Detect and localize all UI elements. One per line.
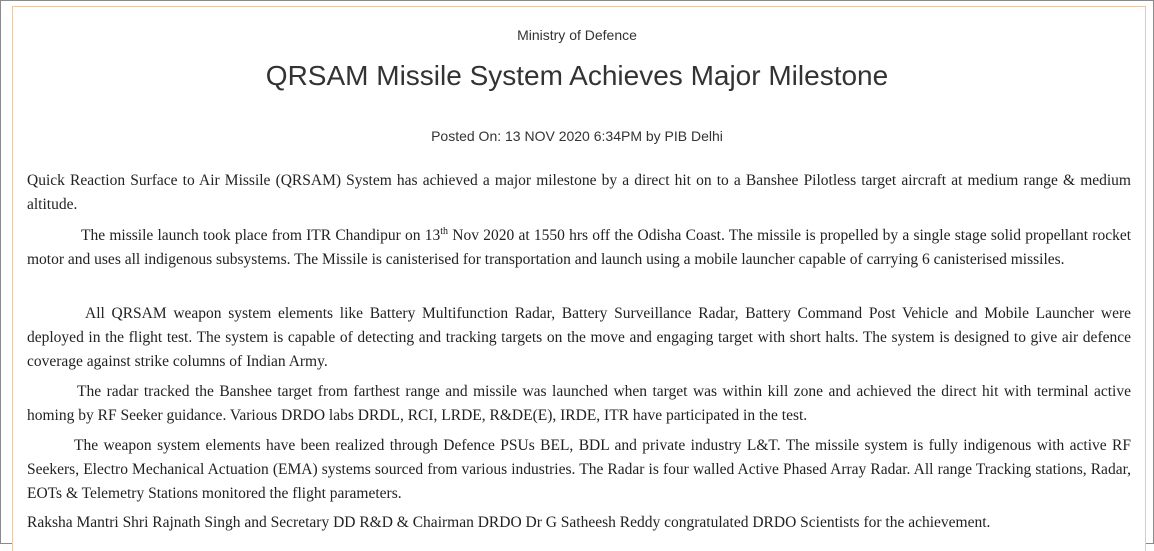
paragraph-6: Raksha Mantri Shri Rajnath Singh and Secretary DD R&D & Chairman DRDO Dr G Satheesh Reddy congratulated DRDO Scientists for the achievement. xyxy=(27,514,991,531)
page-title: QRSAM Missile System Achieves Major Milestone xyxy=(265,60,889,91)
ordinal-superscript: th xyxy=(440,225,449,237)
paragraph-1: Quick Reaction Surface to Air Missile (QRSAM) System has achieved a major milestone by a direct hit on to a Banshee Pilotless target aircraft at medium range & medium altitude. xyxy=(27,172,1131,213)
paragraph-3: All QRSAM weapon system elements like Battery Multifunction Radar, Battery Surveillance Radar, Battery Command Post Vehicle and Mobile Launcher were deployed in the flight test. The system is capable of detecting and tracking targets on the move and engaging target with short halts. The system is designed to give air defence coverage against strike columns of Indian Army. xyxy=(27,305,1131,370)
posted-info: Posted On: 13 NOV 2020 6:34PM by PIB Delhi xyxy=(431,128,723,144)
paragraph-2-part-2: Nov 2020 at 1550 hrs off the Odisha Coast. The missile is propelled by a single stage solid propellant rocket motor and uses all indigenous subsystems. The Missile is canisterised for transportation and launch using a mobile launcher capable of carrying 6 canisterised missiles. xyxy=(27,227,1132,268)
paragraph-5: The weapon system elements have been realized through Defence PSUs BEL, BDL and private industry L&T. The missile system is fully indigenous with active RF Seekers, Electro Mechanical Actuation (EMA) systems sourced from various industries. The Radar is four walled Active Phased Array Radar. All range Tracking stations, Radar, EOTs & Telemetry Stations monitored the flight parameters. xyxy=(27,437,1131,502)
paragraph-2 xyxy=(27,224,1131,272)
paragraph-4: The radar tracked the Banshee target from farthest range and missile was launched when target was within kill zone and achieved the direct hit with terminal active homing by RF Seeker guidance. Various DRDO labs DRDL, RCI, LRDE, R&DE(E), IRDE, ITR have participated in the test. xyxy=(27,383,1131,424)
ministry-label: Ministry of Defence xyxy=(517,27,637,43)
paragraph-2-part-1: The missile launch took place from ITR Chandipur on 13 xyxy=(81,227,441,244)
